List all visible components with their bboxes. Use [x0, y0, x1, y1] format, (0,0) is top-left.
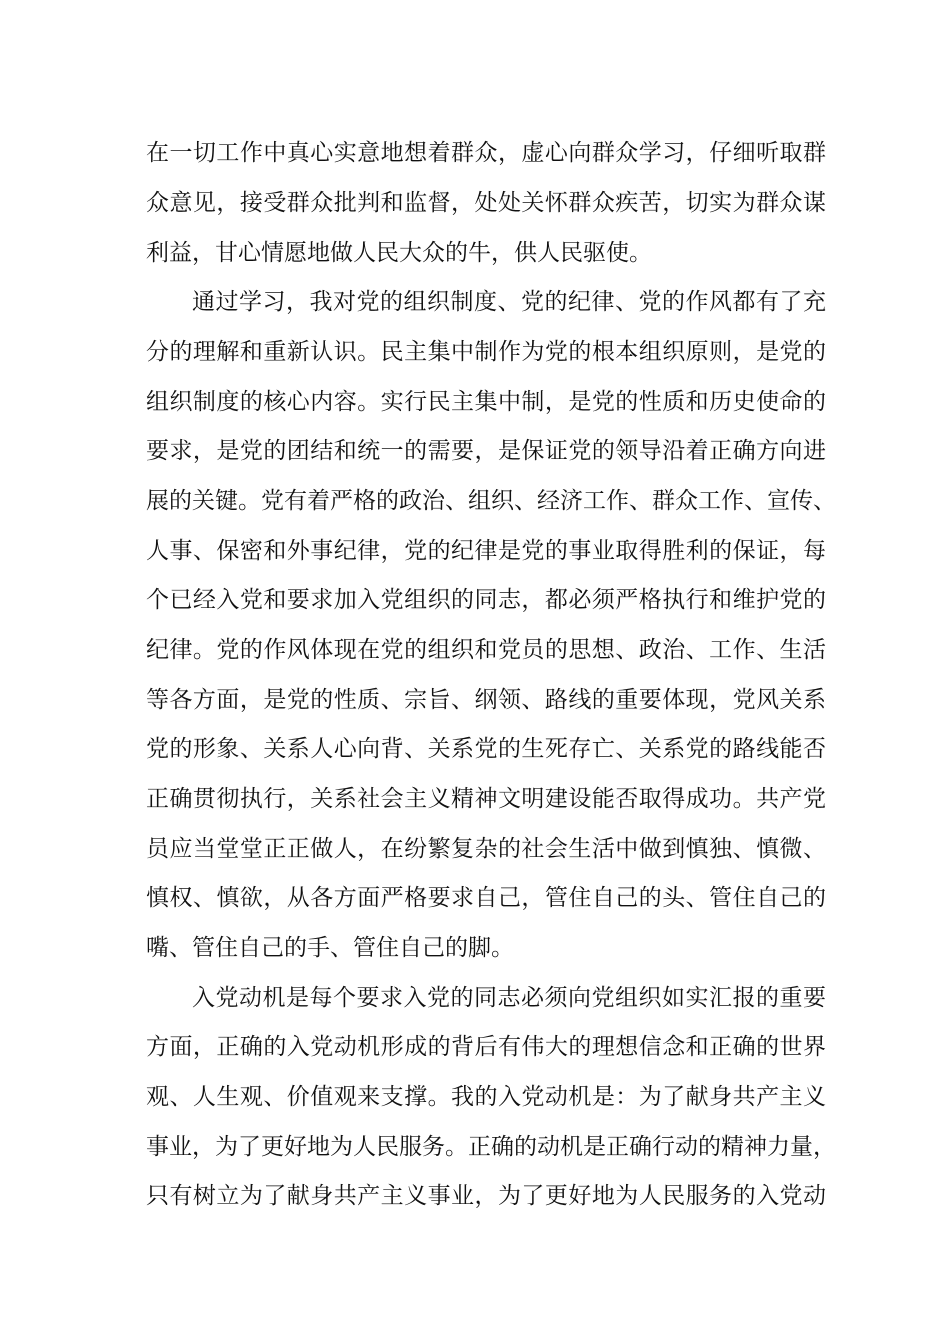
- text-line: 通过学习，我对党的组织制度、党的纪律、党的作风都有了充: [192, 289, 826, 315]
- text-line: 利益，甘心情愿地做人民大众的牛，供人民驱使。: [146, 240, 652, 266]
- text-line: 在一切工作中真心实意地想着群众，虚心向群众学习，仔细听取群: [146, 140, 826, 166]
- text-line: 纪律。党的作风体现在党的组织和党员的思想、政治、工作、生活: [146, 637, 826, 663]
- text-line: 个已经入党和要求加入党组织的同志，都必须严格执行和维护党的: [146, 587, 826, 613]
- text-line: 只有树立为了献身共产主义事业，为了更好地为人民服务的入党动: [146, 1183, 826, 1209]
- text-line: 党的形象、关系人心向背、关系党的生死存亡、关系党的路线能否: [146, 736, 826, 762]
- text-line: 入党动机是每个要求入党的同志必须向党组织如实汇报的重要: [192, 985, 826, 1011]
- text-line: 方面，正确的入党动机形成的背后有伟大的理想信念和正确的世界: [146, 1034, 826, 1060]
- text-line: 分的理解和重新认识。民主集中制作为党的根本组织原则，是党的: [146, 339, 826, 365]
- text-line: 员应当堂堂正正做人，在纷繁复杂的社会生活中做到慎独、慎微、: [146, 836, 826, 862]
- text-line: 要求，是党的团结和统一的需要，是保证党的领导沿着正确方向进: [146, 438, 826, 464]
- text-line: 嘴、管住自己的手、管住自己的脚。: [146, 935, 514, 961]
- text-line: 展的关键。党有着严格的政治、组织、经济工作、群众工作、宣传、: [146, 488, 836, 514]
- text-line: 等各方面，是党的性质、宗旨、纲领、路线的重要体现，党风关系: [146, 687, 826, 713]
- text-line: 观、人生观、价值观来支撑。我的入党动机是：为了献身共产主义: [146, 1084, 826, 1110]
- text-line: 众意见，接受群众批判和监督，处处关怀群众疾苦，切实为群众谋: [146, 190, 826, 216]
- text-line: 组织制度的核心内容。实行民主集中制，是党的性质和历史使命的: [146, 389, 826, 415]
- text-line: 慎权、慎欲，从各方面严格要求自己，管住自己的头、管住自己的: [146, 885, 826, 911]
- text-line: 正确贯彻执行，关系社会主义精神文明建设能否取得成功。共产党: [146, 786, 826, 812]
- text-line: 事业，为了更好地为人民服务。正确的动机是正确行动的精神力量，: [146, 1134, 836, 1160]
- text-line: 人事、保密和外事纪律，党的纪律是党的事业取得胜利的保证，每: [146, 538, 826, 564]
